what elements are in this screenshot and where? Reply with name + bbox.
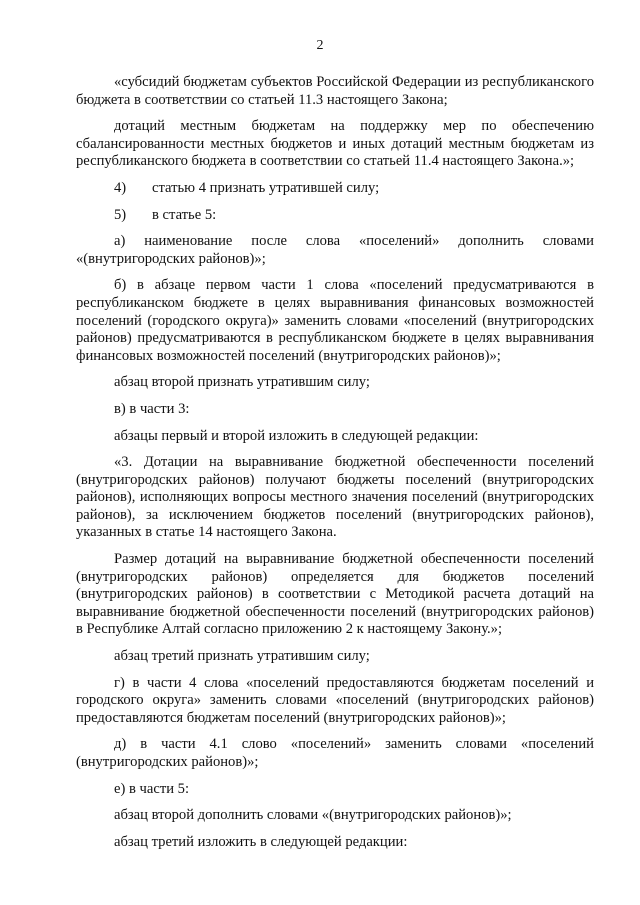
paragraph: е) в части 5: bbox=[114, 780, 190, 797]
list-item bbox=[76, 180, 594, 198]
document-body bbox=[76, 74, 594, 860]
paragraph: абзацы первый и второй изложить в следующей редакции: bbox=[114, 427, 479, 444]
paragraph: б) в абзаце первом части 1 слова «поселений предусматриваются в республиканском бюджете в целях выравнивания финансовых возможностей поселений (городского округа)» заменить словами «поселений (внутригородских районов) предусматриваются в республиканском бюджете в целях выравнивания финансовых возможностей поселений (внутригородских районов)»; bbox=[76, 277, 594, 364]
list-item bbox=[76, 207, 594, 225]
paragraph: a) наименование после слова «поселений» дополнить словами «(внутригородских районов)»; bbox=[76, 233, 594, 267]
paragraph: абзац второй дополнить словами «(внутригородских районов)»; bbox=[114, 807, 512, 824]
list-item-number: 5) bbox=[114, 206, 127, 223]
paragraph: д) в части 4.1 слово «поселений» заменить словами «поселений (внутригородских районов)»; bbox=[76, 736, 594, 770]
list-item-number: 4) bbox=[114, 179, 127, 196]
paragraph: абзац второй признать утратившим силу; bbox=[114, 374, 370, 391]
paragraph: г) в части 4 слова «поселений предоставляются бюджетам поселений и городского округа» заменить словами «поселений (внутригородских районов) предоставляются бюджетам поселений (внутригородских районов)»; bbox=[76, 674, 594, 726]
paragraph: «субсидий бюджетам субъектов Российской Федерации из республиканского бюджета в соответствии со статьей 11.3 настоящего Закона; bbox=[76, 74, 594, 108]
paragraph: «3. Дотации на выравнивание бюджетной обеспеченности поселений (внутригородских районов) получают бюджеты поселений (внутригородских районов), исполняющих вопросы местного значения поселений (внутригородских районов), за исключением бюджетов поселений (внутригородских районов), указанных в статье 14 настоящего Закона. bbox=[76, 454, 594, 541]
list-item-text: статью 4 признать утратившей силу; bbox=[152, 179, 380, 196]
list-item-text: в статье 5: bbox=[152, 206, 217, 223]
paragraph: абзац третий признать утратившим силу; bbox=[114, 648, 370, 665]
paragraph: в) в части 3: bbox=[114, 400, 190, 417]
paragraph: дотаций местным бюджетам на поддержку мер по обеспечению сбалансированности местных бюджетов и иных дотаций местным бюджетам из республиканского бюджета в соответствии со статьей 11.4 настоящего Закона.»; bbox=[76, 118, 594, 170]
paragraph: абзац третий изложить в следующей редакции: bbox=[114, 833, 408, 850]
paragraph: Размер дотаций на выравнивание бюджетной обеспеченности поселений (внутригородских районов) определяется для бюджетов поселений (внутригородских районов) в соответствии с Методикой расчета дотаций на выравнивание бюджетной обеспеченности поселений (внутригородских районов) в Республике Алтай согласно приложению 2 к настоящему Закону.»; bbox=[76, 551, 594, 638]
page-number: 2 bbox=[316, 38, 324, 53]
